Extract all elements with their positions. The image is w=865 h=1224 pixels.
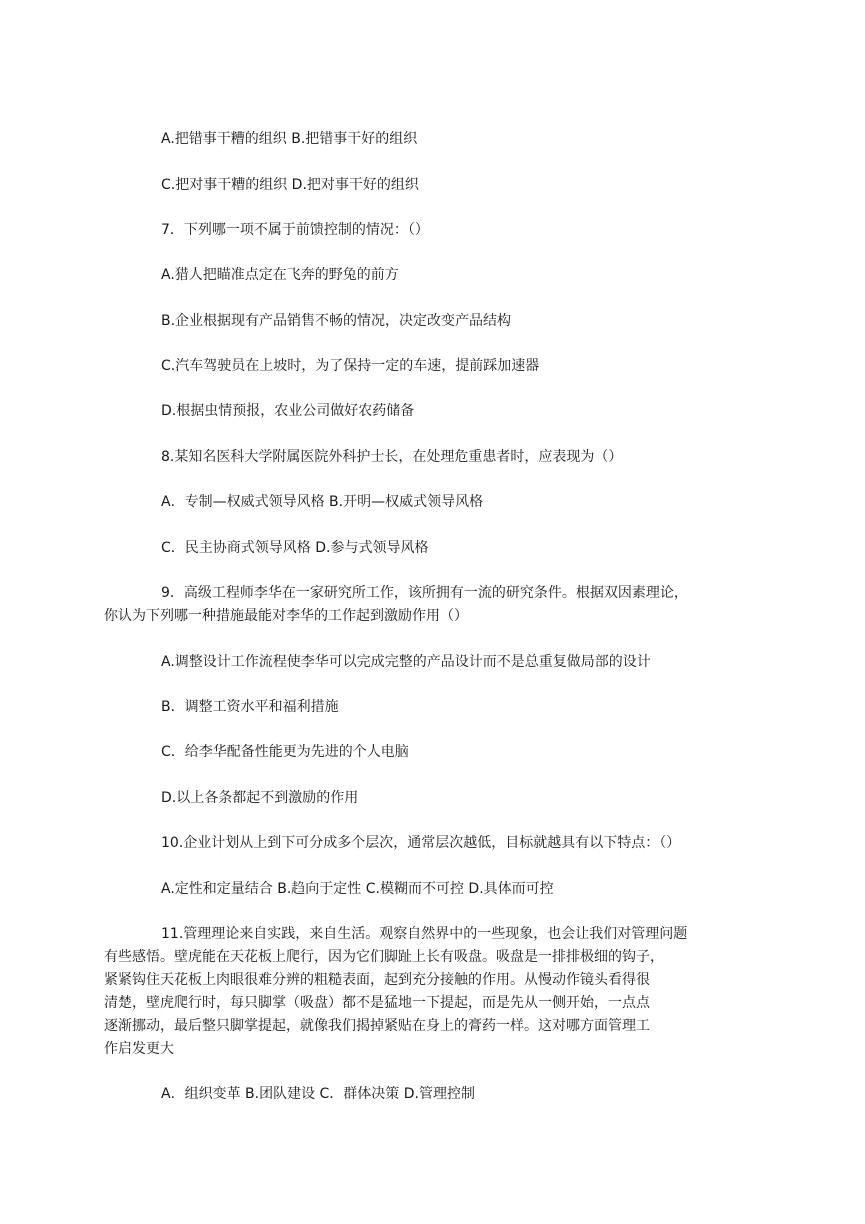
q8-options-ab: A．专制—权威式领导风格 B.开明—权威式领导风格 bbox=[161, 494, 484, 510]
q11-line6: 作启发更大 bbox=[104, 1041, 174, 1057]
q11-options: A．组织变革 B.团队建设 C．群体决策 D.管理控制 bbox=[161, 1086, 475, 1102]
q7-option-a: A.猎人把瞄准点定在飞奔的野兔的前方 bbox=[161, 267, 399, 283]
q7-option-d: D.根据虫情预报，农业公司做好农药储备 bbox=[161, 403, 415, 419]
q9-option-b: B．调整工资水平和福利措施 bbox=[161, 699, 339, 715]
q6-options-ab: A.把错事干糟的组织 B.把错事干好的组织 bbox=[161, 131, 418, 147]
q11-line1: 11.管理理论来自实践，来自生活。观察自然界中的一些现象，也会让我们对管理问题 bbox=[161, 926, 688, 942]
q10-options: A.定性和定量结合 B.趋向于定性 C.模糊而不可控 D.具体而可控 bbox=[161, 881, 554, 897]
q9-question-line2: 你认为下列哪一种措施最能对李华的工作起到激励作用（） bbox=[104, 608, 468, 624]
q9-option-c: C．给李华配备性能更为先进的个人电脑 bbox=[161, 744, 409, 760]
q11-line2: 有些感悟。壁虎能在天花板上爬行，因为它们脚趾上长有吸盘。吸盘是一排排极细的钩子， bbox=[104, 949, 664, 965]
q9-option-a: A.调整设计工作流程使李华可以完成完整的产品设计而不是总重复做局部的设计 bbox=[161, 654, 651, 670]
q11-line3: 紧紧钩住天花板上肉眼很难分辨的粗糙表面，起到充分接触的作用。从慢动作镜头看得很 bbox=[104, 972, 650, 988]
q7-question: 7．下列哪一项不属于前馈控制的情况：（） bbox=[161, 222, 429, 238]
q7-option-c: C.汽车驾驶员在上坡时，为了保持一定的车速，提前踩加速器 bbox=[161, 358, 540, 374]
q6-options-cd: C.把对事干糟的组织 D.把对事干好的组织 bbox=[161, 177, 419, 193]
q10-question: 10.企业计划从上到下可分成多个层次，通常层次越低，目标就越具有以下特点：（） bbox=[161, 835, 681, 851]
q7-option-b: B.企业根据现有产品销售不畅的情况，决定改变产品结构 bbox=[161, 313, 512, 329]
q9-question-line1: 9．高级工程师李华在一家研究所工作，该所拥有一流的研究条件。根据双因素理论， bbox=[161, 585, 688, 601]
q8-options-cd: C．民主协商式领导风格 D.参与式领导风格 bbox=[161, 540, 429, 556]
q9-option-d: D.以上各条都起不到激励的作用 bbox=[161, 790, 359, 806]
q11-line5: 逐渐挪动，最后整只脚掌提起，就像我们揭掉紧贴在身上的膏药一样。这对哪方面管理工 bbox=[104, 1018, 650, 1034]
q8-question: 8.某知名医科大学附属医院外科护士长，在处理危重患者时，应表现为（） bbox=[161, 449, 623, 465]
q11-line4: 清楚，壁虎爬行时，每只脚掌（吸盘）都不是猛地一下提起，而是先从一侧开始，一点点 bbox=[104, 995, 650, 1011]
